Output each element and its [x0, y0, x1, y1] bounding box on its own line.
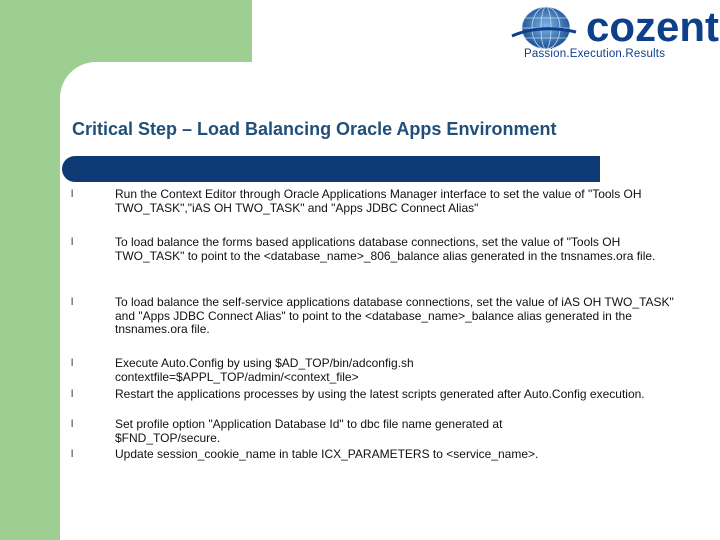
bullet-marker: l: [71, 449, 74, 460]
list-item: Update session_cookie_name in table ICX_PARAMETERS to <service_name>.: [115, 447, 539, 461]
list-item: To load balance the forms based applications database connections, set the value of "Tools OH TWO_TASK" to point to the <database_name>_806_balance alias generated in the tnsnames.ora file.: [115, 235, 656, 263]
bullet-marker: l: [71, 389, 74, 400]
page-title: Critical Step – Load Balancing Oracle Apps Environment: [72, 119, 557, 139]
globe-icon: [510, 6, 578, 52]
list-item: To load balance the self-service applications database connections, set the value of iAS OH TWO_TASK" and "Apps JDBC Connect Alias" to point to the <database_name>_balance alias generated in the tnsnames.ora file.: [115, 295, 674, 336]
bullet-marker: l: [71, 237, 74, 248]
bullet-marker: l: [71, 189, 74, 200]
bullet-marker: l: [71, 358, 74, 369]
list-item: Set profile option "Application Database Id" to dbc file name generated at $FND_TOP/secure.: [115, 417, 503, 445]
cozent-logo: [506, 3, 720, 62]
logo-wordmark: cozent: [586, 3, 720, 50]
list-item: Restart the applications processes by using the latest scripts generated after Auto.Config execution.: [115, 387, 645, 401]
list-item: Run the Context Editor through Oracle Applications Manager interface to set the value of "Tools OH TWO_TASK","iAS OH TWO_TASK" and "Apps JDBC Connect Alias": [115, 187, 642, 215]
list-item: Execute Auto.Config by using $AD_TOP/bin/adconfig.sh contextfile=$APPL_TOP/admin/<context_file>: [115, 356, 414, 384]
bullet-marker: l: [71, 297, 74, 308]
bullet-marker: l: [71, 419, 74, 430]
logo-tagline: Passion.Execution.Results: [524, 48, 666, 60]
title-underline-bar: [62, 156, 600, 182]
